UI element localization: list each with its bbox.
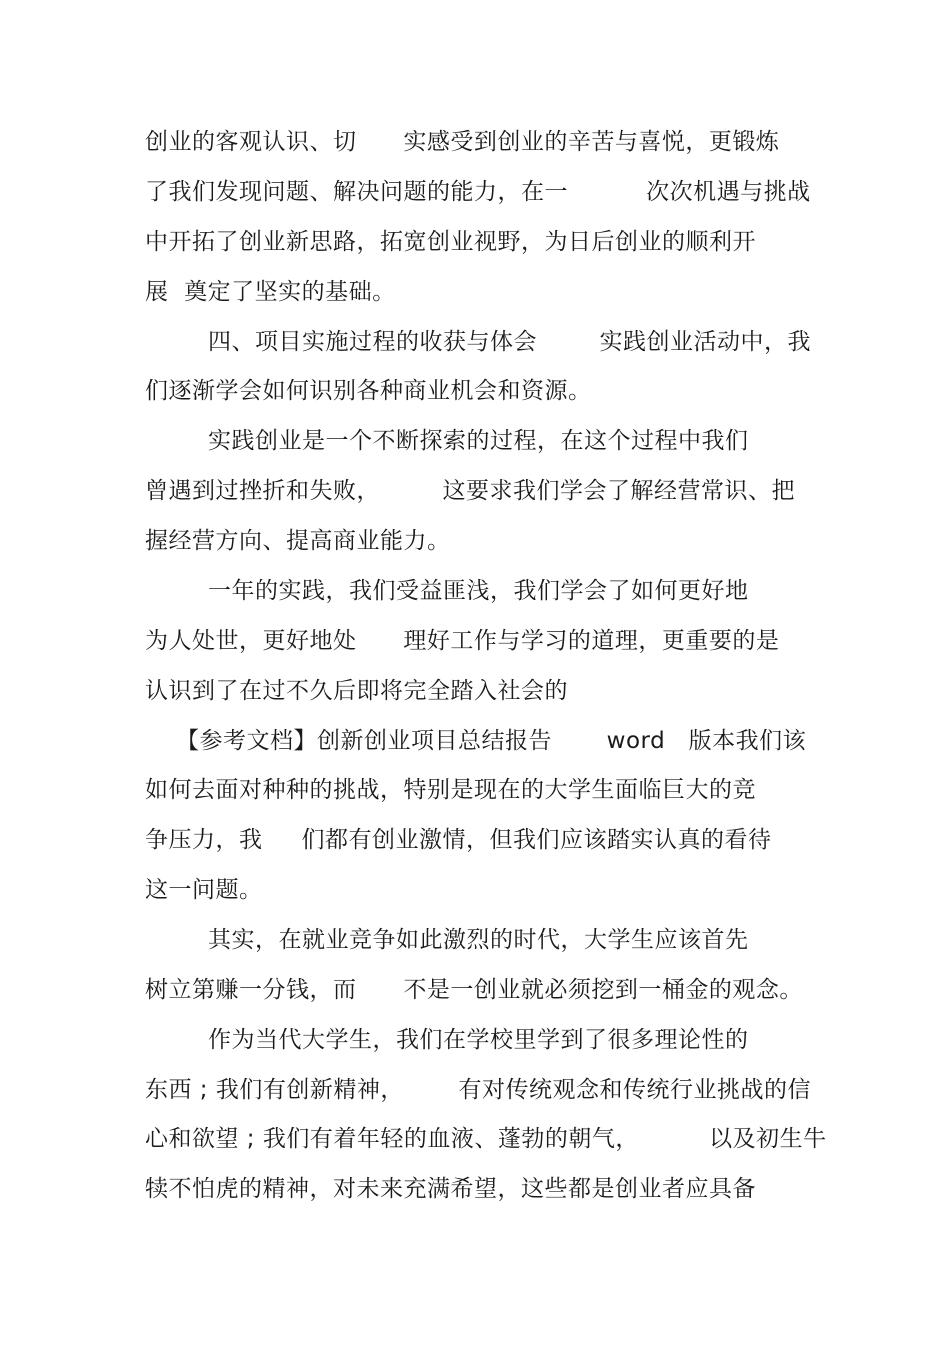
paragraph-start-line: 其实，在就业竞争如此激烈的时代，大学生应该首先 — [208, 927, 749, 953]
paragraph-start-line: 一年的实践，我们受益匪浅，我们学会了如何更好地 — [208, 578, 749, 604]
text-line: 了我们发现问题、解决问题的能力，在一 次次机遇与挑战 — [145, 179, 811, 205]
text-line: 曾遇到过挫折和失败， 这要求我们学会了解经营常识、把 — [145, 478, 795, 504]
text-line: 心和欲望 ; 我们有着年轻的血液、蓬勃的朝气， 以及初生牛 — [145, 1126, 827, 1152]
reference-doc-line: 【参考文档】创新创业项目总结报告 word 版本我们该 — [176, 728, 807, 754]
text-line: 如何去面对种种的挑战，特别是现在的大学生面临巨大的竞 — [145, 777, 756, 803]
text-line: 东西 ; 我们有创新精神， 有对传统观念和传统行业挑战的信 — [145, 1077, 812, 1103]
text-line: 认识到了在过不久后即将完全踏入社会的 — [145, 678, 568, 704]
text-line: 握经营方向、提高商业能力。 — [145, 528, 451, 554]
section-heading-line: 四、项目实施过程的收获与体会 实践创业活动中，我 — [208, 329, 811, 355]
text-line: 展 奠定了坚实的基础。 — [145, 279, 396, 305]
text-line: 为人处世，更好地处 理好工作与学习的道理，更重要的是 — [145, 628, 780, 654]
text-line: 们逐渐学会如何识别各种商业机会和资源。 — [145, 378, 592, 404]
text-line: 犊不怕虎的精神，对未来充满希望，这些都是创业者应具备 — [145, 1176, 756, 1202]
paragraph-start-line: 实践创业是一个不断探索的过程，在这个过程中我们 — [208, 428, 749, 454]
text-line: 这一问题。 — [145, 877, 263, 903]
paragraph-start-line: 作为当代大学生，我们在学校里学到了很多理论性的 — [208, 1027, 749, 1053]
text-line: 中开拓了创业新思路，拓宽创业视野，为日后创业的顺利开 — [145, 229, 756, 255]
text-line: 创业的客观认识、切 实感受到创业的辛苦与喜悦，更锻炼 — [145, 129, 780, 155]
text-line: 树立第赚一分钱，而 不是一创业就必须挖到一桶金的观念。 — [145, 977, 803, 1003]
text-line: 争压力，我 们都有创业激情，但我们应该踏实认真的看待 — [145, 827, 772, 853]
